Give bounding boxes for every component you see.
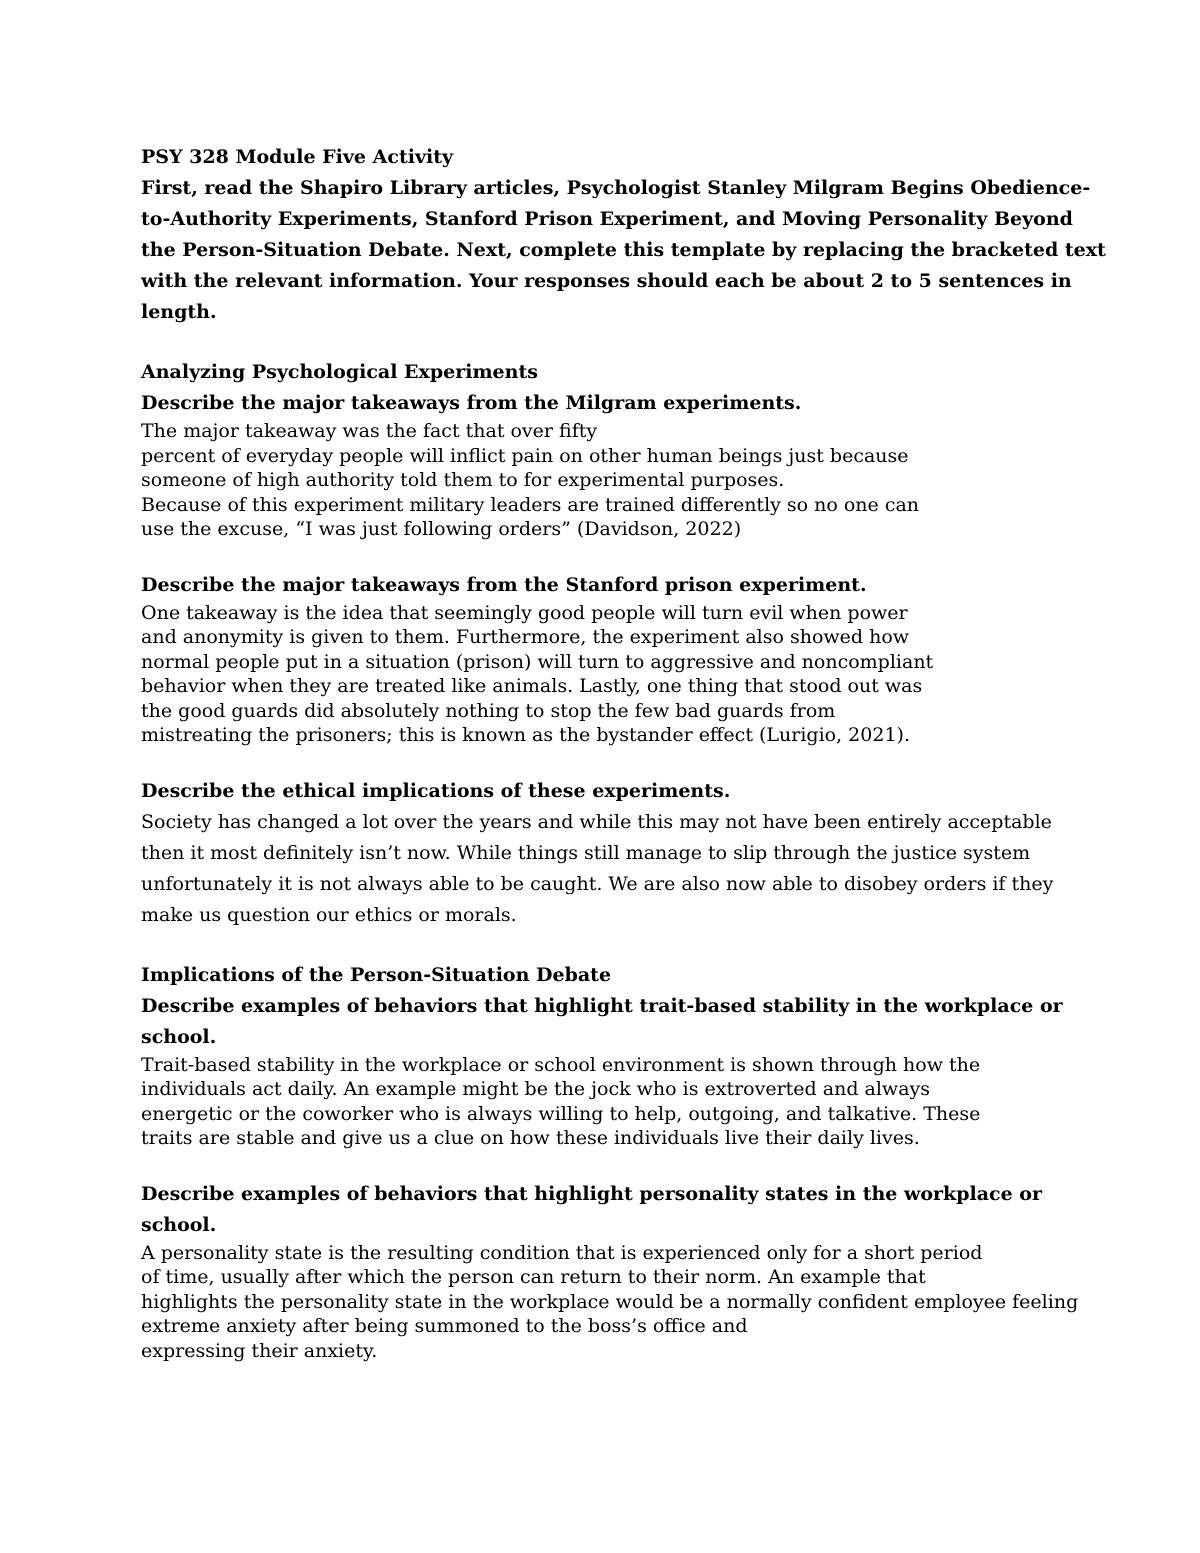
question-personality-states: Describe examples of behaviors that highlight personality states in the workplace or school. [141, 1182, 1042, 1236]
answer-line: the good guards did absolutely nothing to stop the few bad guards from [141, 699, 836, 722]
answer-stanford [141, 601, 1071, 748]
answer-line: energetic or the coworker who is always willing to help, outgoing, and talkative. These [141, 1102, 981, 1125]
question-stanford: Describe the major takeaways from the Stanford prison experiment. [141, 573, 867, 596]
document-title: PSY 328 Module Five Activity [141, 146, 454, 168]
answer-line: then it most definitely isn’t now. While things still manage to slip through the justice system [141, 841, 1031, 864]
answer-line: Society has changed a lot over the years and while this may not have been entirely acceptable [141, 810, 1052, 833]
answer-line: The major takeaway was the fact that over fifty [141, 420, 598, 442]
answer-milgram [141, 419, 1071, 542]
answer-line: of time, usually after which the person can return to their norm. An example that [141, 1266, 926, 1288]
answer-line: and anonymity is given to them. Furthermore, the experiment also showed how [141, 626, 910, 648]
instructions-paragraph [141, 173, 1106, 328]
answer-line: mistreating the prisoners; this is known as the bystander effect (Lurigio, 2021). [141, 724, 910, 746]
answer-line: extreme anxiety after being summoned to the boss’s office and [141, 1315, 748, 1337]
question-line: Describe examples of behaviors that highlight trait-based stability in the workplace or [141, 994, 1063, 1017]
answer-line: traits are stable and give us a clue on how these individuals live their daily lives. [141, 1127, 920, 1149]
answer-personality-states [141, 1241, 1079, 1364]
answer-line: expressing their anxiety. [141, 1339, 378, 1362]
answer-ethics [141, 807, 1071, 931]
answer-line: someone of high authority told them to for experimental purposes. [141, 469, 785, 491]
instructions-line: with the relevant information. Your responses should each be about 2 to 5 sentences in [141, 270, 1072, 292]
instructions-line: to-Authority Experiments, Stanford Prison Experiment, and Moving Personality Beyond [141, 208, 1073, 230]
answer-line: A personality state is the resulting condition that is experienced only for a short period [141, 1241, 983, 1264]
section-heading-experiments: Analyzing Psychological Experiments [141, 361, 538, 383]
answer-line: One takeaway is the idea that seemingly good people will turn evil when power [141, 601, 908, 624]
instructions-line: First, read the Shapiro Library articles, Psychologist Stanley Milgram Begins Obedience- [141, 177, 1091, 199]
answer-trait-stability [141, 1053, 1071, 1151]
answer-line: individuals act daily. An example might be the jock who is extroverted and always [141, 1078, 931, 1100]
answer-line: Trait-based stability in the workplace or school environment is shown through how the [141, 1053, 981, 1076]
question-ethics: Describe the ethical implications of these experiments. [141, 779, 731, 802]
answer-line: percent of everyday people will inflict pain on other human beings just because [141, 444, 909, 467]
answer-line: unfortunately it is not always able to be caught. We are also now able to disobey orders if they [141, 872, 1054, 895]
instructions-line: length. [141, 301, 217, 323]
answer-line: normal people put in a situation (prison) will turn to aggressive and noncompliant [141, 650, 934, 673]
document-page [141, 142, 1106, 1363]
answer-line: Because of this experiment military leaders are trained differently so no one can [141, 493, 920, 516]
question-milgram: Describe the major takeaways from the Milgram experiments. [141, 392, 802, 414]
answer-line: make us question our ethics or morals. [141, 903, 517, 926]
question-trait-stability [141, 991, 1071, 1053]
instructions-line: the Person-Situation Debate. Next, complete this template by replacing the bracketed text [141, 239, 1106, 261]
answer-line: highlights the personality state in the workplace would be a normally confident employee feeling [141, 1290, 1079, 1313]
question-line: school. [141, 1025, 217, 1048]
answer-line: behavior when they are treated like animals. Lastly, one thing that stood out was [141, 675, 923, 697]
answer-line: use the excuse, “I was just following orders” (Davidson, 2022) [141, 518, 742, 540]
section-heading-person-situation: Implications of the Person-Situation Debate [141, 963, 612, 986]
